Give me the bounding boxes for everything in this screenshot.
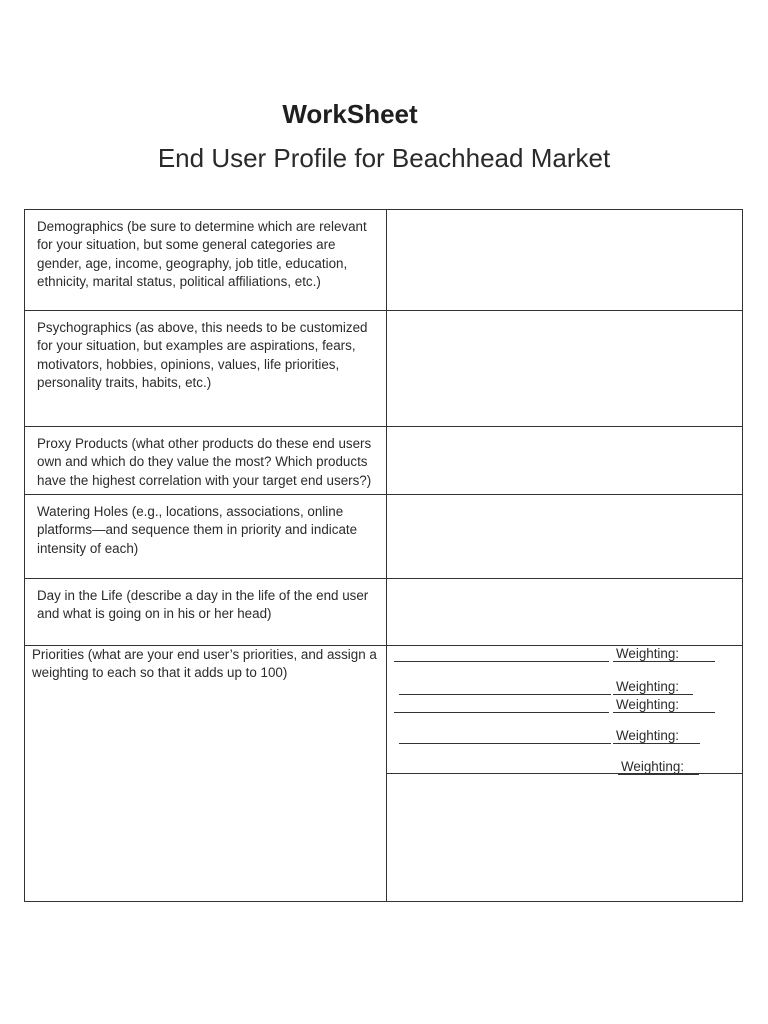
demographics-answer-cell[interactable] — [387, 210, 743, 311]
proxy-products-label: Proxy Products (what other products do these end users own and which do they value the most? Which products have the highest correlation with your target end users?) — [25, 427, 387, 495]
worksheet-title: WorkSheet — [282, 99, 418, 129]
psychographics-answer-cell[interactable] — [387, 311, 743, 427]
profile-table — [24, 209, 743, 902]
table-row-priorities — [25, 646, 743, 902]
psychographics-label: Psychographics (as above, this needs to be customized for your situation, but examples are aspirations, fears, motivators, hobbies, opinions, values, life priorities, personality traits, habits, etc.) — [25, 311, 387, 427]
table-row-psychographics — [25, 311, 743, 427]
priority-entry[interactable] — [387, 760, 743, 774]
weighting-blank-line[interactable] — [613, 661, 715, 662]
table-row-proxy-products — [25, 427, 743, 495]
priorities-answer-cell — [387, 646, 743, 902]
priority-blank-line[interactable] — [394, 661, 609, 662]
weighting-blank-line[interactable] — [613, 712, 715, 713]
weighting-label: Weighting: — [616, 697, 680, 712]
weighting-label: Weighting: — [616, 728, 680, 743]
weighting-label: Weighting: — [616, 646, 680, 661]
day-in-the-life-answer-cell[interactable] — [387, 579, 743, 646]
day-in-the-life-label: Day in the Life (describe a day in the life of the end user and what is going on in his or her head) — [25, 579, 387, 646]
watering-holes-answer-cell[interactable] — [387, 495, 743, 579]
priority-blank-line[interactable] — [399, 743, 611, 744]
weighting-blank-line[interactable] — [613, 694, 693, 695]
priorities-label: Priorities (what are your end user’s priorities, and assign a weighting to each so that it adds up to 100) — [25, 646, 387, 902]
priority-entry[interactable] — [387, 729, 743, 743]
table-row-watering-holes — [25, 495, 743, 579]
priority-entry[interactable] — [387, 698, 743, 712]
table-row-day-in-the-life — [25, 579, 743, 646]
worksheet-subtitle: End User Profile for Beachhead Market — [157, 143, 611, 173]
priorities-divider — [387, 773, 742, 774]
watering-holes-label: Watering Holes (e.g., locations, associations, online platforms—and sequence them in priority and indicate intensity of each) — [25, 495, 387, 579]
weighting-blank-line[interactable] — [618, 774, 699, 775]
weighting-label: Weighting: — [616, 679, 680, 694]
proxy-products-answer-cell[interactable] — [387, 427, 743, 495]
priority-entry[interactable] — [387, 680, 743, 694]
weighting-label: Weighting: — [621, 759, 685, 774]
table-row-demographics — [25, 210, 743, 311]
priority-blank-line[interactable] — [399, 694, 611, 695]
priority-entry[interactable] — [387, 647, 743, 661]
priority-blank-line[interactable] — [394, 712, 609, 713]
demographics-label: Demographics (be sure to determine which are relevant for your situation, but some general categories are gender, age, income, geography, job title, education, ethnicity, marital status, political affiliations, etc.) — [25, 210, 387, 311]
weighting-blank-line[interactable] — [613, 743, 700, 744]
